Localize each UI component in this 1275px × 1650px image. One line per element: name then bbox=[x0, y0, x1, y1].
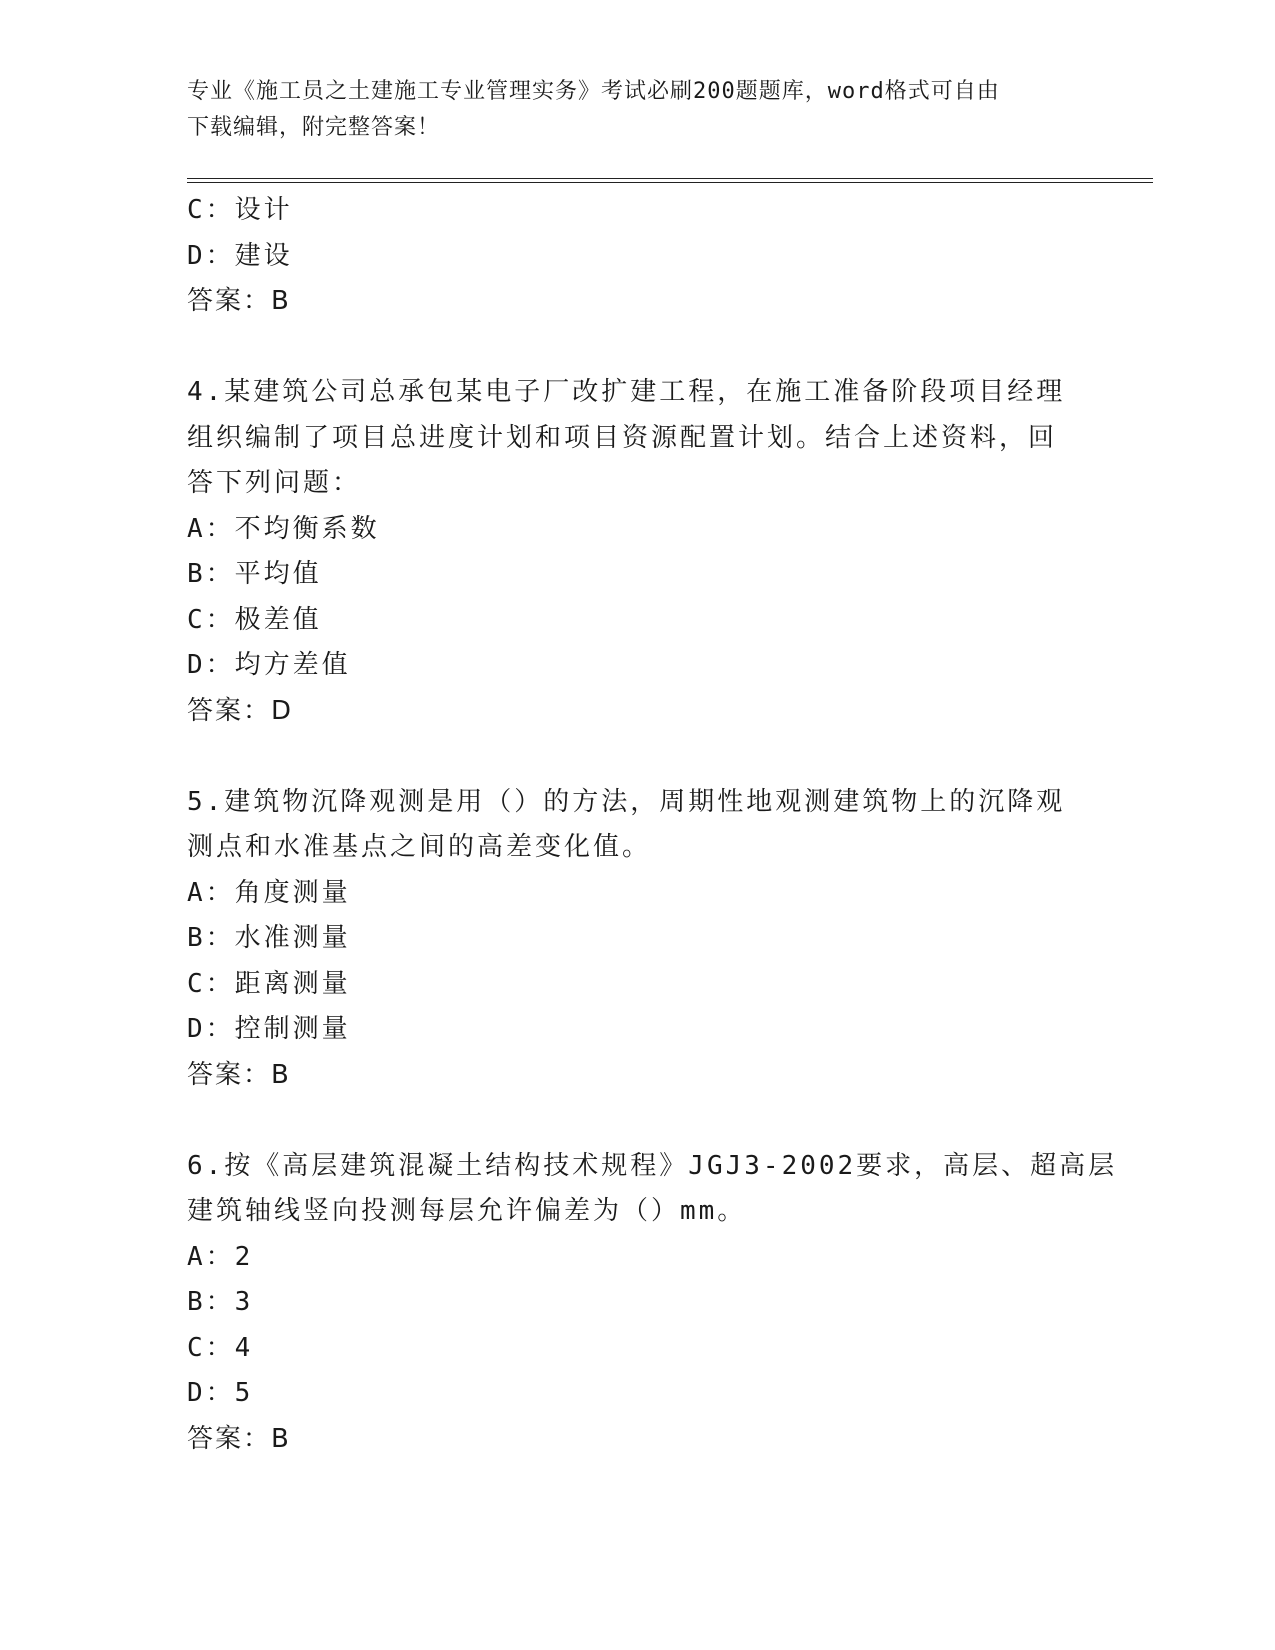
question-6 bbox=[187, 1144, 1118, 1463]
header-line-2: 下载编辑，附完整答案！ bbox=[187, 115, 441, 140]
option-c: C：4 bbox=[187, 1332, 254, 1363]
question-text-line: 组织编制了项目总进度计划和项目资源配置计划。结合上述资料，回 bbox=[187, 422, 1058, 453]
spacer bbox=[187, 734, 1087, 780]
question-text-line: 6.按《高层建筑混凝土结构技术规程》JGJ3-2002要求，高层、超高层 bbox=[187, 1150, 1118, 1181]
answer: 答案：D bbox=[187, 695, 294, 726]
option-d: D：均方差值 bbox=[187, 650, 351, 680]
option-a: A：角度测量 bbox=[187, 877, 351, 908]
spacer bbox=[187, 1098, 1087, 1144]
question-text-line: 测点和水准基点之间的高差变化值。 bbox=[187, 832, 652, 862]
option-d: D：控制测量 bbox=[187, 1014, 351, 1044]
question-text-line: 建筑轴线竖向投测每层允许偏差为（）mm。 bbox=[187, 1196, 747, 1226]
option-d: D：5 bbox=[187, 1378, 254, 1408]
spacer bbox=[187, 325, 1087, 371]
option-c: C：设计 bbox=[187, 195, 293, 225]
question-4 bbox=[187, 370, 1087, 734]
answer: 答案：B bbox=[187, 1423, 291, 1454]
option-c: C：距离测量 bbox=[187, 968, 351, 999]
option-a: A：不均衡系数 bbox=[187, 513, 380, 544]
question-text-line: 5.建筑物沉降观测是用（）的方法，周期性地观测建筑物上的沉降观 bbox=[187, 786, 1066, 817]
header-divider-top bbox=[187, 178, 1153, 179]
answer: 答案：B bbox=[187, 286, 291, 316]
option-b: B：平均值 bbox=[187, 559, 322, 589]
option-b: B：水准测量 bbox=[187, 923, 351, 953]
option-d: D：建设 bbox=[187, 240, 293, 271]
question-3-tail bbox=[187, 188, 1087, 325]
option-b: B：3 bbox=[187, 1287, 254, 1317]
option-c: C：极差值 bbox=[187, 604, 322, 635]
header-divider-bottom bbox=[187, 182, 1153, 183]
header-line-1: 专业《施工员之土建施工专业管理实务》考试必刷200题题库，word格式可自由 bbox=[187, 79, 1000, 104]
option-a: A：2 bbox=[187, 1241, 254, 1272]
question-list bbox=[187, 188, 1118, 1462]
question-text-line: 4.某建筑公司总承包某电子厂改扩建工程，在施工准备阶段项目经理 bbox=[187, 377, 1066, 407]
question-5 bbox=[187, 780, 1087, 1099]
document-header bbox=[187, 74, 1067, 146]
question-text-line: 答下列问题： bbox=[187, 468, 362, 498]
answer: 答案：B bbox=[187, 1059, 291, 1090]
